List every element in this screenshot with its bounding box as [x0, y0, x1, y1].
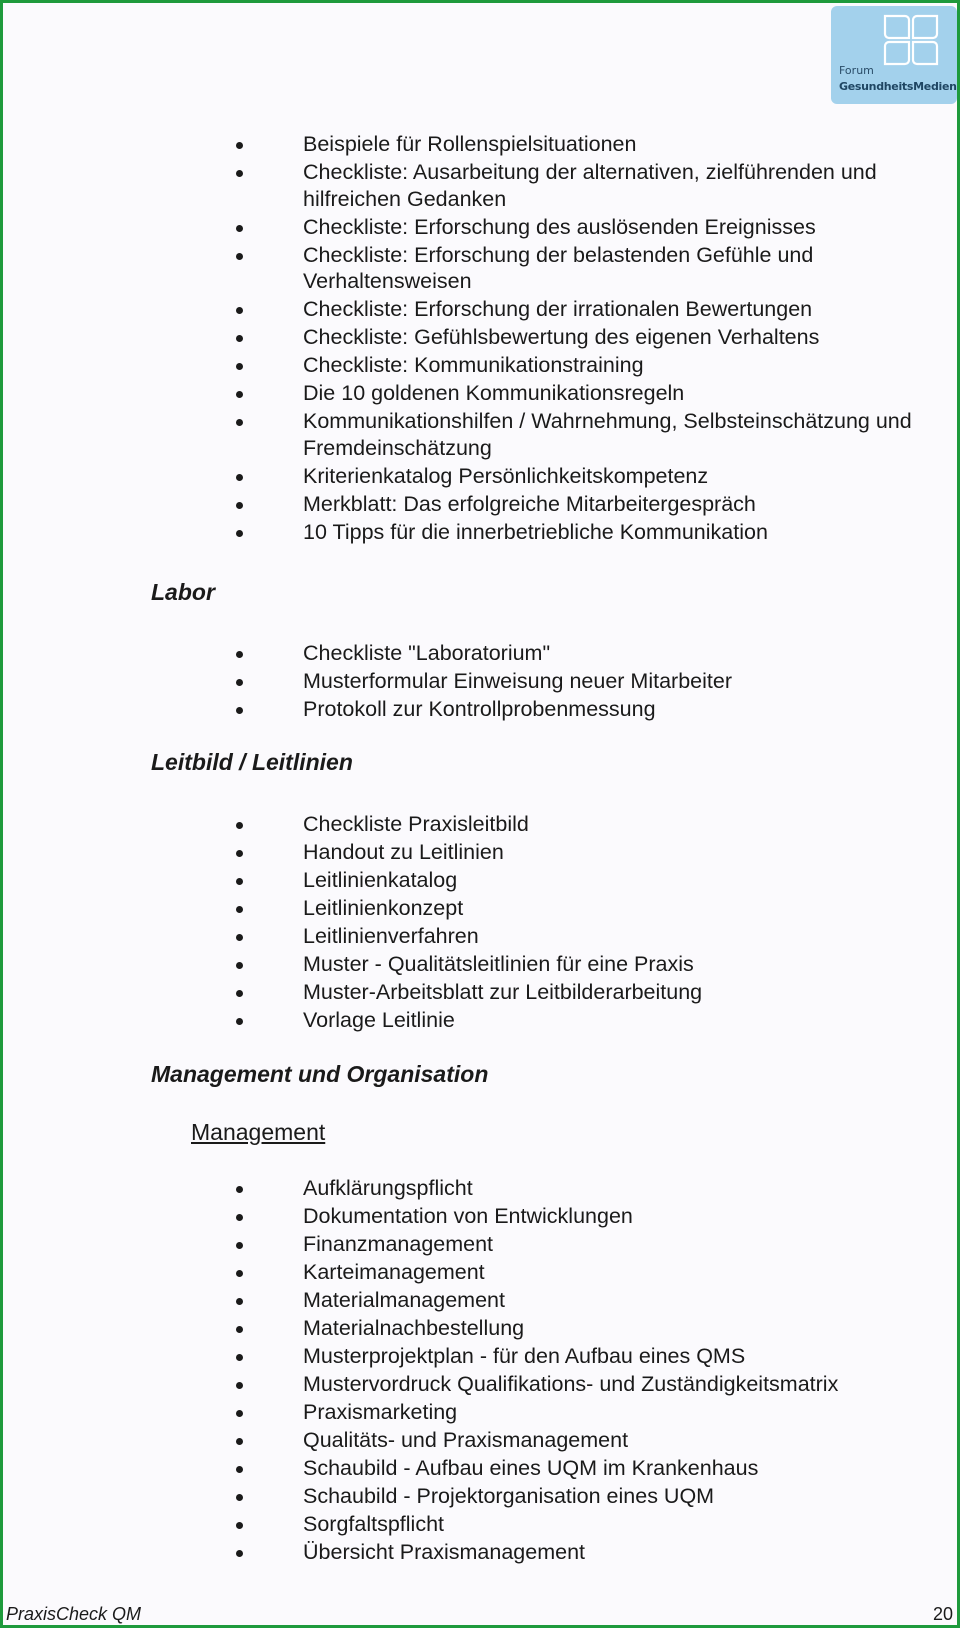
list-item: Finanzmanagement — [3, 1231, 957, 1258]
bullet-icon — [236, 822, 243, 829]
top-bullet-list — [3, 131, 957, 545]
subsection-title-management: Management — [191, 1119, 326, 1145]
list-item: Checkliste: Erforschung der irrationalen Bewertungen — [3, 296, 957, 323]
list-item: Checkliste Praxisleitbild — [3, 811, 957, 838]
list-item: Karteimanagement — [3, 1259, 957, 1286]
list-item: Musterprojektplan - für den Aufbau eines QMS — [3, 1343, 957, 1370]
list-item: Muster - Qualitätsleitlinien für eine Praxis — [3, 951, 957, 978]
bullet-icon — [236, 850, 243, 857]
labor-list-block — [3, 640, 957, 724]
bullet-icon — [236, 1550, 243, 1557]
list-item: Checkliste: Erforschung des auslösenden Ereignisses — [3, 214, 957, 241]
bullet-icon — [236, 1214, 243, 1221]
list-item: Musterformular Einweisung neuer Mitarbeiter — [3, 668, 957, 695]
bullet-icon — [236, 253, 243, 260]
footer-document-title: PraxisCheck QM — [6, 1604, 142, 1624]
bullet-icon — [236, 1326, 243, 1333]
bullet-icon — [236, 1522, 243, 1529]
bullet-icon — [236, 1410, 243, 1417]
list-item: Praxismarketing — [3, 1399, 957, 1426]
logo-text-forum: Forum — [839, 64, 874, 77]
bullet-icon — [236, 1354, 243, 1361]
list-item: Die 10 goldenen Kommunikationsregeln — [3, 380, 957, 407]
list-item: Mustervordruck Qualifikations- und Zuständigkeitsmatrix — [3, 1371, 957, 1398]
list-item: Kommunikationshilfen / Wahrnehmung, Selbsteinschätzung und Fremdeinschätzung — [3, 408, 957, 461]
bullet-icon — [236, 962, 243, 969]
list-item: Handout zu Leitlinien — [3, 839, 957, 866]
list-item: 10 Tipps für die innerbetriebliche Kommunikation — [3, 519, 957, 546]
bullet-icon — [236, 707, 243, 714]
list-item: Sorgfaltspflicht — [3, 1511, 957, 1538]
bullet-icon — [236, 530, 243, 537]
list-item: Muster-Arbeitsblatt zur Leitbilderarbeitung — [3, 979, 957, 1006]
bullet-icon — [236, 1298, 243, 1305]
list-item: Beispiele für Rollenspielsituationen — [3, 131, 957, 158]
bullet-icon — [236, 878, 243, 885]
forum-gesundheitsmedien-logo — [831, 6, 957, 104]
bullet-icon — [236, 1270, 243, 1277]
list-item: Materialmanagement — [3, 1287, 957, 1314]
bullet-icon — [236, 170, 243, 177]
list-item: Übersicht Praxismanagement — [3, 1539, 957, 1566]
bullet-icon — [236, 1466, 243, 1473]
four-leaf-logo-icon — [881, 14, 941, 66]
list-item: Aufklärungspflicht — [3, 1175, 957, 1202]
bullet-icon — [236, 142, 243, 149]
list-item: Checkliste: Erforschung der belastenden Gefühle und Verhaltensweisen — [3, 242, 957, 295]
list-item: Leitlinienkatalog — [3, 867, 957, 894]
list-item: Leitlinienkonzept — [3, 895, 957, 922]
list-item: Checkliste: Gefühlsbewertung des eigenen Verhaltens — [3, 324, 957, 351]
bullet-icon — [236, 1186, 243, 1193]
list-item: Dokumentation von Entwicklungen — [3, 1203, 957, 1230]
bullet-icon — [236, 419, 243, 426]
footer-page-number: 20 — [932, 1604, 953, 1624]
list-item: Checkliste: Kommunikationstraining — [3, 352, 957, 379]
bullet-icon — [236, 1018, 243, 1025]
labor-bullet-list — [3, 640, 957, 723]
bullet-icon — [236, 934, 243, 941]
leitbild-bullet-list — [3, 811, 957, 1034]
list-item: Merkblatt: Das erfolgreiche Mitarbeitergespräch — [3, 491, 957, 518]
management-list-block — [3, 1175, 957, 1567]
bullet-icon — [236, 225, 243, 232]
bullet-icon — [236, 1494, 243, 1501]
section-title-management-organisation: Management und Organisation — [151, 1061, 489, 1087]
bullet-icon — [236, 651, 243, 658]
section-title-leitbild: Leitbild / Leitlinien — [151, 749, 353, 775]
list-item: Schaubild - Projektorganisation eines UQM — [3, 1483, 957, 1510]
list-item: Materialnachbestellung — [3, 1315, 957, 1342]
list-item: Checkliste "Laboratorium" — [3, 640, 957, 667]
top-list-block — [3, 131, 957, 547]
bullet-icon — [236, 502, 243, 509]
list-item: Checkliste: Ausarbeitung der alternativen, zielführenden und hilfreichen Gedanken — [3, 159, 957, 212]
bullet-icon — [236, 1382, 243, 1389]
bullet-icon — [236, 906, 243, 913]
logo-text-brand: GesundheitsMedien — [839, 80, 957, 93]
bullet-icon — [236, 1242, 243, 1249]
leitbild-list-block — [3, 811, 957, 1035]
bullet-icon — [236, 363, 243, 370]
section-title-labor: Labor — [151, 579, 215, 605]
bullet-icon — [236, 335, 243, 342]
bullet-icon — [236, 474, 243, 481]
list-item: Qualitäts- und Praxismanagement — [3, 1427, 957, 1454]
bullet-icon — [236, 307, 243, 314]
list-item: Schaubild - Aufbau eines UQM im Krankenhaus — [3, 1455, 957, 1482]
list-item: Kriterienkatalog Persönlichkeitskompetenz — [3, 463, 957, 490]
bullet-icon — [236, 679, 243, 686]
list-item: Vorlage Leitlinie — [3, 1007, 957, 1034]
bullet-icon — [236, 391, 243, 398]
bullet-icon — [236, 990, 243, 997]
management-bullet-list — [3, 1175, 957, 1566]
list-item: Leitlinienverfahren — [3, 923, 957, 950]
list-item: Protokoll zur Kontrollprobenmessung — [3, 696, 957, 723]
bullet-icon — [236, 1438, 243, 1445]
